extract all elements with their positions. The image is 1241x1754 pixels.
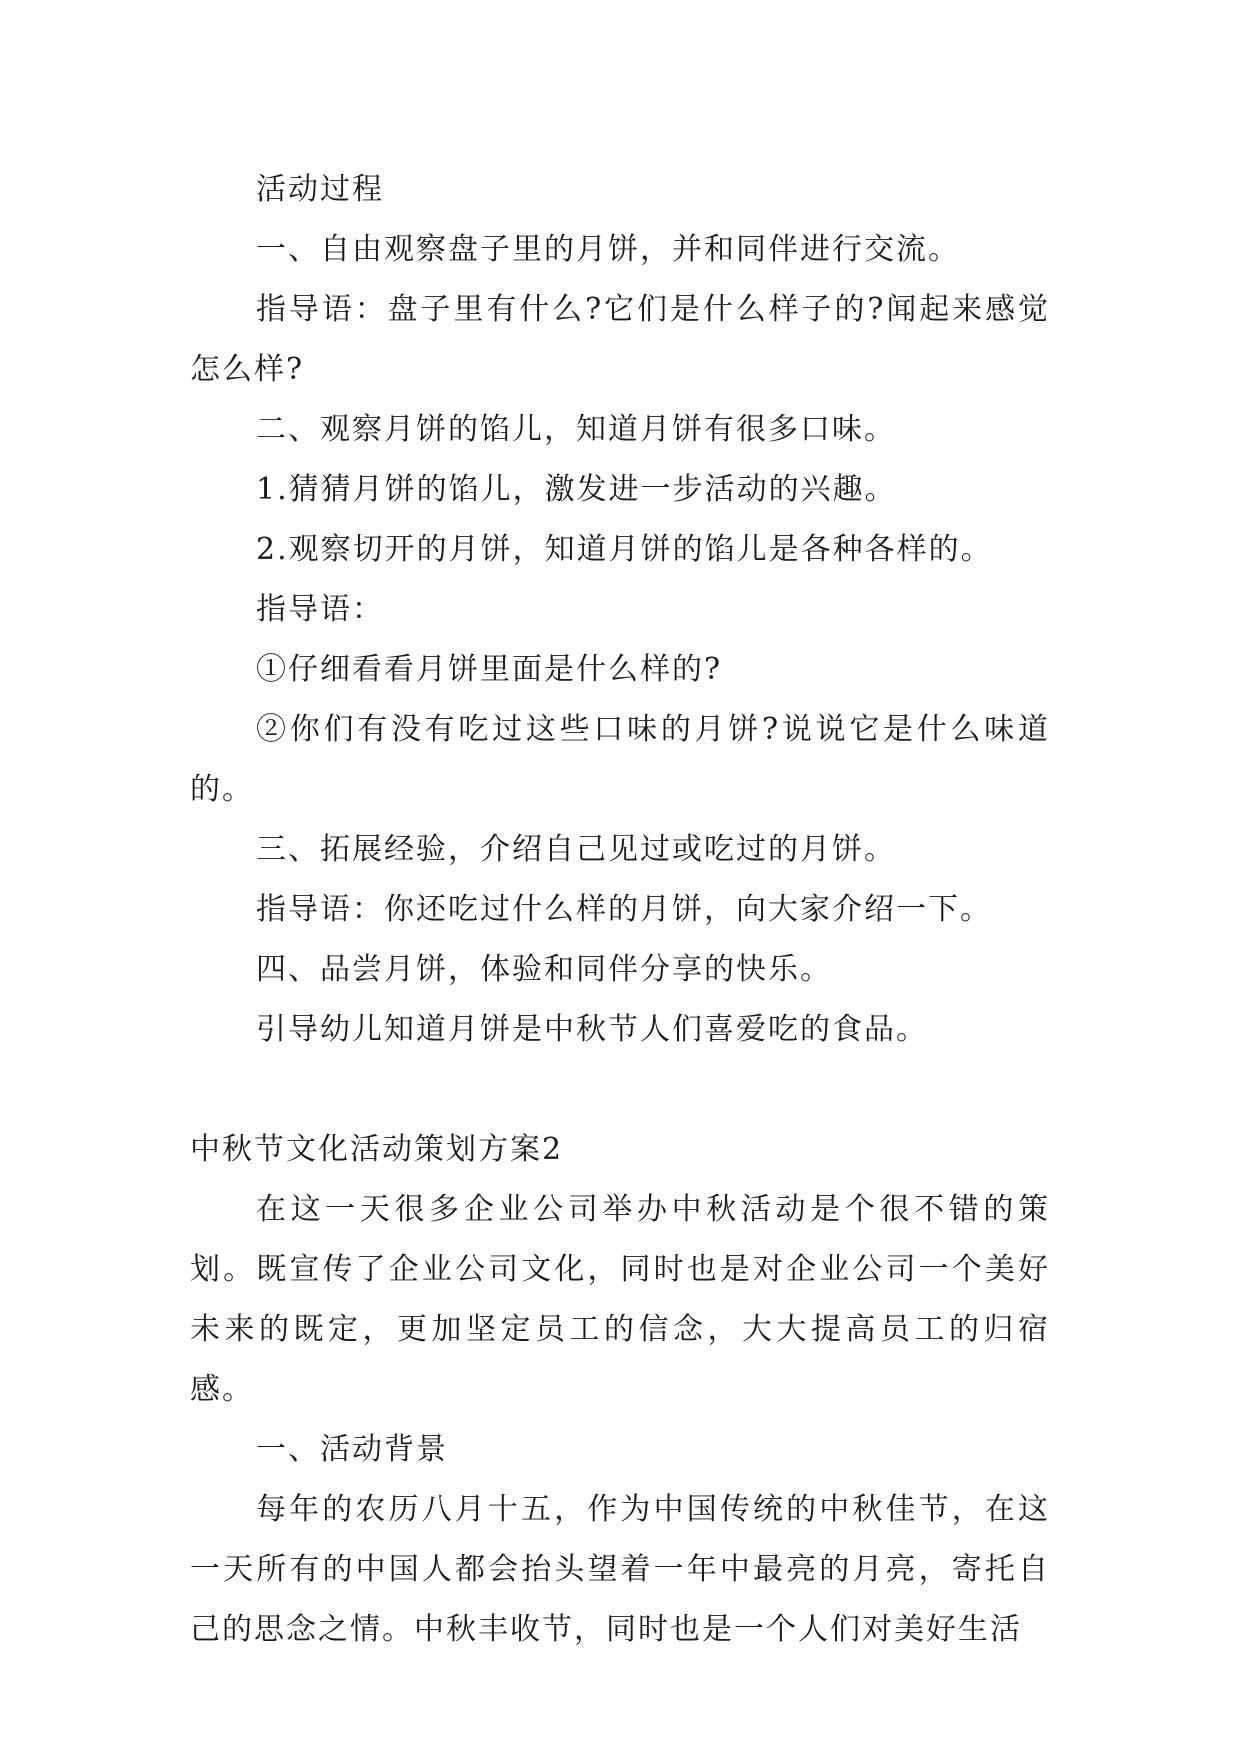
paragraph-question-1: ①仔细看看月饼里面是什么样的? bbox=[256, 652, 723, 687]
paragraph-conclusion: 引导幼儿知道月饼是中秋节人们喜爱吃的食品。 bbox=[256, 1012, 928, 1047]
paragraph-item-1: 1.猜猜月饼的馅儿，激发进一步活动的兴趣。 bbox=[256, 472, 897, 507]
paragraph-background-text: 每年的农历八月十五，作为中国传统的中秋佳节，在这一天所有的中国人都会抬头望着一年中最亮的月亮，寄托自己的思念之情。中秋丰收节，同时也是一个人们对美好生活 bbox=[190, 1492, 1050, 1647]
paragraph-step-four: 四、品尝月饼，体验和同伴分享的快乐。 bbox=[256, 952, 832, 987]
paragraph-guide-three: 指导语：你还吃过什么样的月饼，向大家介绍一下。 bbox=[256, 892, 992, 927]
paragraph-step-one: 一、自由观察盘子里的月饼，并和同伴进行交流。 bbox=[256, 232, 960, 267]
paragraph-step-two: 二、观察月饼的馅儿，知道月饼有很多口味。 bbox=[256, 412, 896, 447]
paragraph-background-heading: 一、活动背景 bbox=[256, 1432, 448, 1467]
paragraph-guide-one: 指导语：盘子里有什么?它们是什么样子的?闻起来感觉怎么样? bbox=[190, 292, 1050, 387]
section-spacer bbox=[190, 1060, 1050, 1120]
section-title: 中秋节文化活动策划方案2 bbox=[190, 1132, 564, 1167]
paragraph-item-2: 2.观察切开的月饼，知道月饼的馅儿是各种各样的。 bbox=[256, 532, 993, 567]
paragraph-guide-label: 指导语： bbox=[256, 592, 384, 627]
paragraph-activity-process: 活动过程 bbox=[256, 172, 384, 207]
paragraph-step-three: 三、拓展经验，介绍自己见过或吃过的月饼。 bbox=[256, 832, 896, 867]
paragraph-question-2: ②你们有没有吃过这些口味的月饼?说说它是什么味道的。 bbox=[190, 712, 1050, 807]
document-content bbox=[190, 160, 1050, 1660]
paragraph-intro: 在这一天很多企业公司举办中秋活动是个很不错的策划。既宣传了企业公司文化，同时也是对企业公司一个美好未来的既定，更加坚定员工的信念，大大提高员工的归宿感。 bbox=[190, 1192, 1050, 1407]
